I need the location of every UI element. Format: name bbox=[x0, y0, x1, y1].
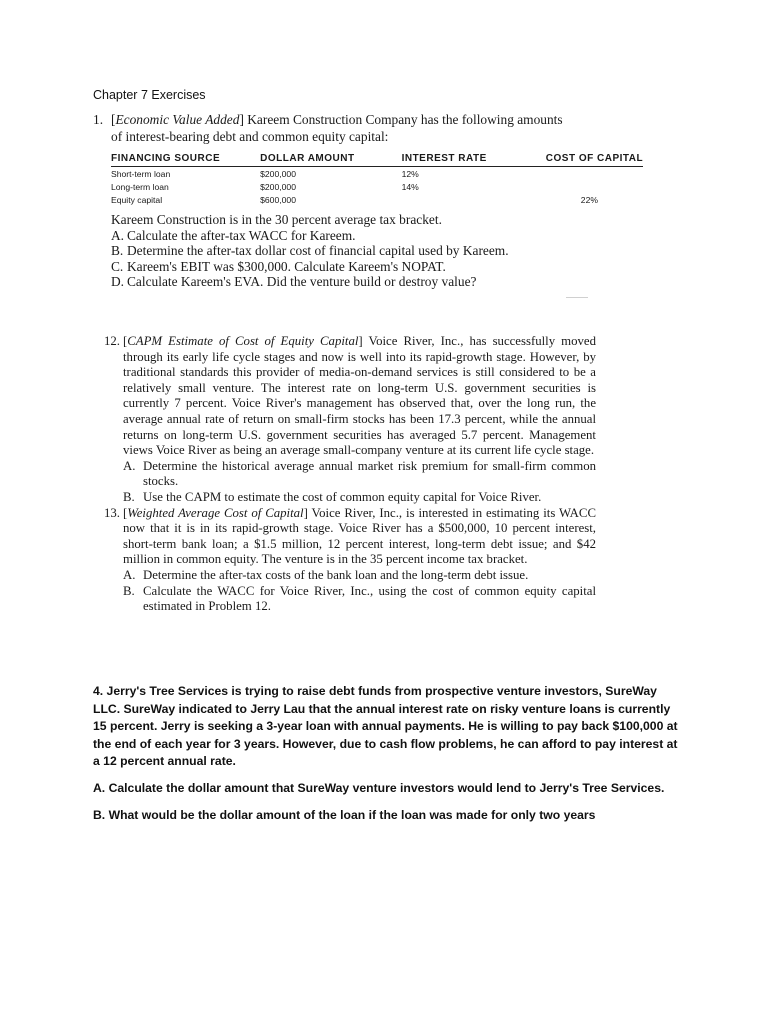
problem-1-questions bbox=[93, 212, 593, 290]
table-cell: $200,000 bbox=[260, 182, 296, 192]
table-row bbox=[111, 167, 643, 181]
chapter-title: Chapter 7 Exercises bbox=[93, 88, 206, 102]
question-option: B. Use the CAPM to estimate the cost of common equity capital for Voice River. bbox=[123, 489, 542, 504]
table-cell: $600,000 bbox=[260, 195, 296, 205]
problem-number: 12. bbox=[104, 334, 120, 348]
problem-1-prompt: 1. [Economic Value Added] Kareem Construction Company has the following amounts of interest-bearing debt and common equity capital: bbox=[93, 112, 563, 144]
tax-bracket-line: Kareem Construction is in the 30 percent average tax bracket. bbox=[111, 212, 442, 227]
question-option: A. Determine the historical average annual market risk premium for small-firm common stocks. bbox=[123, 458, 596, 489]
table-cell bbox=[487, 167, 643, 181]
question-option: D. Calculate Kareem's EVA. Did the venture build or destroy value? bbox=[111, 274, 477, 289]
table-cell: $200,000 bbox=[260, 169, 296, 179]
table-cell: Short-term loan bbox=[111, 169, 171, 179]
problem-4-paragraph: 4. Jerry's Tree Services is trying to raise debt funds from prospective venture investors, SureWay LLC. SureWay indicated to Jerry Lau that the annual interest rate on risky venture loans is currently 15 percent. Jerry is seeking a 3-year loan with annual payments. He is willing to pay back $100,000 at the end of each year for 3 years. However, due to cash flow problems, he can afford to pay interest at a 12 percent annual rate. bbox=[93, 684, 678, 769]
problem-12: 12. [CAPM Estimate of Cost of Equity Capital] Voice River, Inc., has successfully moved through its early life cycle stages and now is well into its rapid-growth stage. However, by traditional standards this provider of media-on-demand services is still considered to be a relatively small venture. The interest rate on long-term U.S. government securities is currently 7 percent. Voice River's management has observed that, over the long run, the average annual rate of return on small-firm stocks has been 17.3 percent, while the annual returns on long-term U.S. government securities has averaged 5.7 percent. Management views Voice River as being an average small-company venture at its current life cycle stage. bbox=[104, 334, 596, 458]
problem-topic: CAPM Estimate of Cost of Equity Capital bbox=[127, 334, 359, 348]
problems-12-13 bbox=[104, 334, 596, 615]
question-option: B. Calculate the WACC for Voice River, Inc., using the cost of common equity capital estimated in Problem 12. bbox=[123, 583, 596, 614]
financing-table bbox=[111, 153, 643, 206]
problem-13: 13. [Weighted Average Cost of Capital] Voice River, Inc., is interested in estimating its WACC now that it is in its rapid-growth stage. Voice River has a $500,000, 10 percent interest, short-term bank loan; a $1.5 million, 12 percent interest, long-term debt issue; and $42 million in common equity. The venture is in the 35 percent income tax bracket. bbox=[104, 505, 596, 567]
table-header: DOLLAR AMOUNT bbox=[220, 153, 354, 167]
table-header: COST OF CAPITAL bbox=[487, 153, 643, 167]
problem-number: 1. bbox=[93, 112, 104, 127]
table-header-row bbox=[111, 153, 643, 167]
table-cell bbox=[355, 193, 487, 206]
table-header: FINANCING SOURCE bbox=[111, 153, 220, 167]
problem-4-part-a: A. Calculate the dollar amount that SureWay venture investors would lend to Jerry's Tree Services. bbox=[93, 780, 665, 795]
problem-number: 13. bbox=[104, 505, 120, 520]
question-option: A. Determine the after-tax costs of the bank loan and the long-term debt issue. bbox=[123, 567, 529, 582]
problem-1 bbox=[93, 111, 644, 290]
table-cell: 12% bbox=[401, 169, 419, 179]
table-row bbox=[111, 180, 643, 193]
problem-4 bbox=[93, 683, 683, 833]
question-option: B. Determine the after-tax dollar cost of financial capital used by Kareem. bbox=[111, 243, 509, 258]
table-cell: Long-term loan bbox=[111, 182, 169, 192]
problem-topic: Weighted Average Cost of Capital bbox=[127, 505, 304, 520]
question-option: A. Calculate the after-tax WACC for Kareem. bbox=[111, 227, 356, 243]
table-cell: Equity capital bbox=[111, 195, 163, 205]
table-header: INTEREST RATE bbox=[355, 153, 487, 167]
problem-4-part-b: B. What would be the dollar amount of the loan if the loan was made for only two years bbox=[93, 807, 596, 822]
problem-topic: Economic Value Added bbox=[115, 112, 240, 127]
table-row bbox=[111, 193, 643, 206]
table-cell bbox=[487, 180, 643, 193]
scan-artifact bbox=[566, 297, 588, 298]
table-cell: 14% bbox=[401, 182, 419, 192]
question-option: C. Kareem's EBIT was $300,000. Calculate Kareem's NOPAT. bbox=[111, 258, 446, 274]
table-cell: 22% bbox=[580, 195, 598, 205]
